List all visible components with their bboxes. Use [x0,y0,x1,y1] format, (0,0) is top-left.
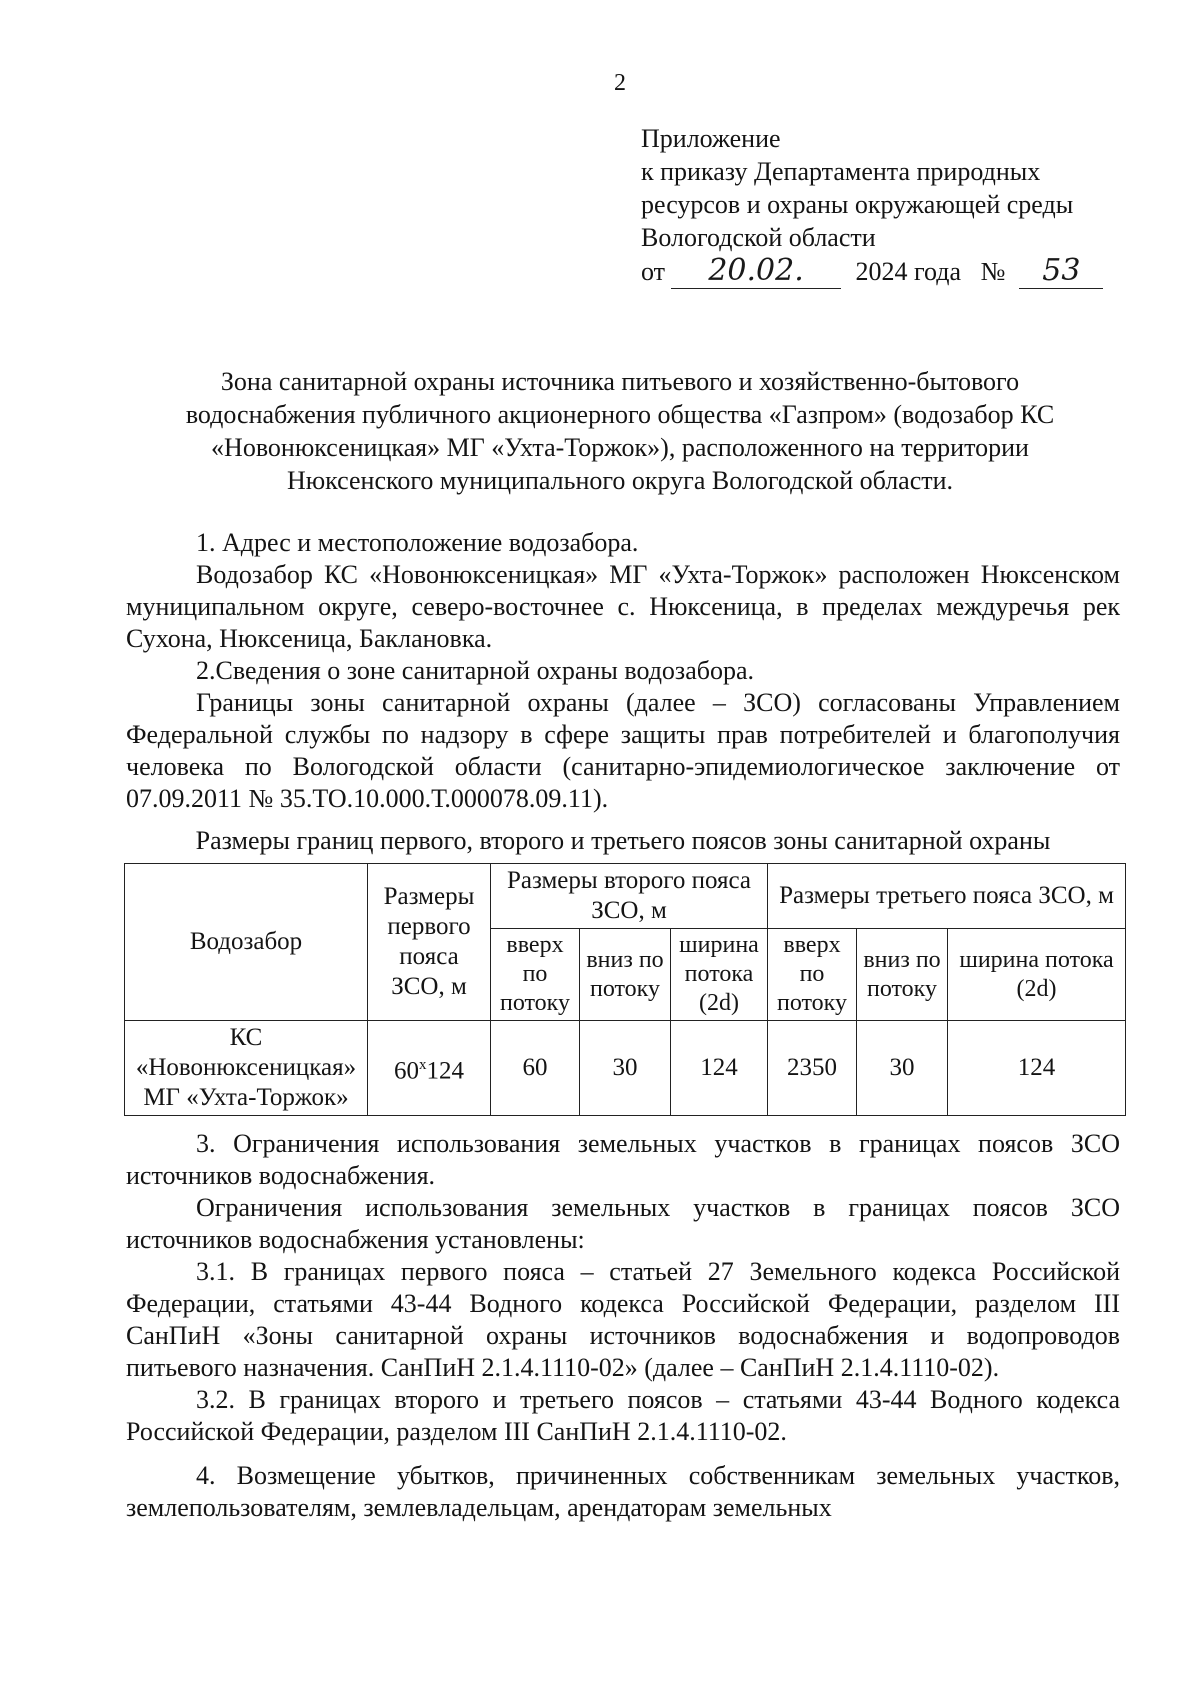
section-3-text: Ограничения использования земельных участков в границах поясов ЗСО источников водоснабжения установлены: [126,1193,1120,1254]
section-1-text: Водозабор КС «Новонюксеницкая» МГ «Ухта-Торжок» расположен Нюксенском муниципальном округе, северо-восточнее с. Нюксеница, в пределах междуречья рек Сухона, Нюксеница, Баклановка. [126,560,1120,653]
header-second-upstream: вверх по потоку [491,929,580,1021]
title-line-1: Зона санитарной охраны источника питьевого и хозяйственно-бытового [220,367,1020,396]
section-4-text: 4. Возмещение убытков, причиненных собственникам земельных участков, землепользователям, землевладельцам, арендаторам земельных [126,1461,1120,1522]
cell-first-belt [368,1021,491,1116]
appendix-line-1: Приложение [641,124,781,153]
header-second-width: ширина потока (2d) [671,929,768,1021]
section-3-1: 3.1. В границах первого пояса – статьей 27 Земельного кодекса Российской Федерации, статьями 43-44 Водного кодекса Российской Федерации, разделом III СанПиН «Зоны санитарной охраны источников водоснабжения и водопроводов питьевого назначения. СанПиН 2.1.4.1110-02» (далее – СанПиН 2.1.4.1110-02). [126,1257,1120,1382]
header-third-downstream: вниз по потоку [857,929,948,1021]
document-title [120,365,1120,497]
header-intake: Водозабор [125,864,368,1021]
page-number: 2 [614,70,626,96]
header-second-downstream: вниз по потоку [580,929,671,1021]
cell-intake: КС «Новонюксеницкая» МГ «Ухта-Торжок» [125,1021,368,1116]
header-second-belt: Размеры второго пояса ЗСО, м [491,864,768,929]
first-belt-b: 124 [426,1057,464,1085]
title-line-2: водоснабжения публичного акционерного общества «Газпром» (водозабор КС [185,400,1055,429]
handwritten-date: 20.02. [708,253,804,288]
header-third-belt: Размеры третьего пояса ЗСО, м [768,864,1126,929]
first-belt-x: x [419,1056,427,1073]
cell-second-width: 124 [671,1021,768,1116]
first-belt-a: 60 [394,1057,419,1085]
document-body [126,527,1120,1524]
section-3-2: 3.2. В границах второго и третьего поясов – статьями 43-44 Водного кодекса Российской Федерации, разделом III СанПиН 2.1.4.1110-02. [126,1385,1120,1446]
section-2-heading: 2.Сведения о зоне санитарной охраны водозабора. [196,656,754,685]
appendix-line-2: к приказу Департамента природных [641,157,1041,186]
number-blank [1019,254,1103,289]
number-sign: № [980,257,1006,286]
cell-third-downstream: 30 [857,1021,948,1116]
table-row [125,1021,1126,1116]
from-prefix: от [641,257,666,286]
appendix-line-4: Вологодской области [641,223,876,252]
cell-second-upstream: 60 [491,1021,580,1116]
zso-table [124,863,1126,1116]
table-caption: Размеры границ первого, второго и третьего поясов зоны санитарной охраны [195,826,1051,855]
cell-second-downstream: 30 [580,1021,671,1116]
section-2-text: Границы зоны санитарной охраны (далее – ЗСО) согласованы Управлением Федеральной службы по надзору в сфере защиты прав потребителей и благополучия человека по Вологодской области (санитарно-эпидемиологическое заключение от 07.09.2011 № 35.ТО.10.000.Т.000078.09.11). [126,688,1120,813]
header-first-belt: Размеры первого пояса ЗСО, м [368,864,491,1021]
cell-third-width: 124 [948,1021,1126,1116]
appendix-line-3: ресурсов и охраны окружающей среды [641,190,1074,219]
title-line-4: Нюксенского муниципального округа Вологодской области. [286,466,954,495]
header-third-width: ширина потока (2d) [948,929,1126,1021]
appendix-block [641,122,1103,289]
section-1-heading: 1. Адрес и местоположение водозабора. [196,528,639,557]
header-third-upstream: вверх по потоку [768,929,857,1021]
section-3-heading: 3. Ограничения использования земельных участков в границах поясов ЗСО источников водоснабжения. [126,1129,1120,1190]
table-header-row-1 [125,864,1126,929]
date-blank [671,254,841,289]
cell-third-upstream: 2350 [768,1021,857,1116]
title-line-3: «Новонюксеницкая» МГ «Ухта-Торжок»), расположенного на территории [211,433,1029,462]
year-text: 2024 года [855,257,962,286]
appendix-date-line [641,254,1103,289]
handwritten-number: 53 [1042,253,1081,288]
